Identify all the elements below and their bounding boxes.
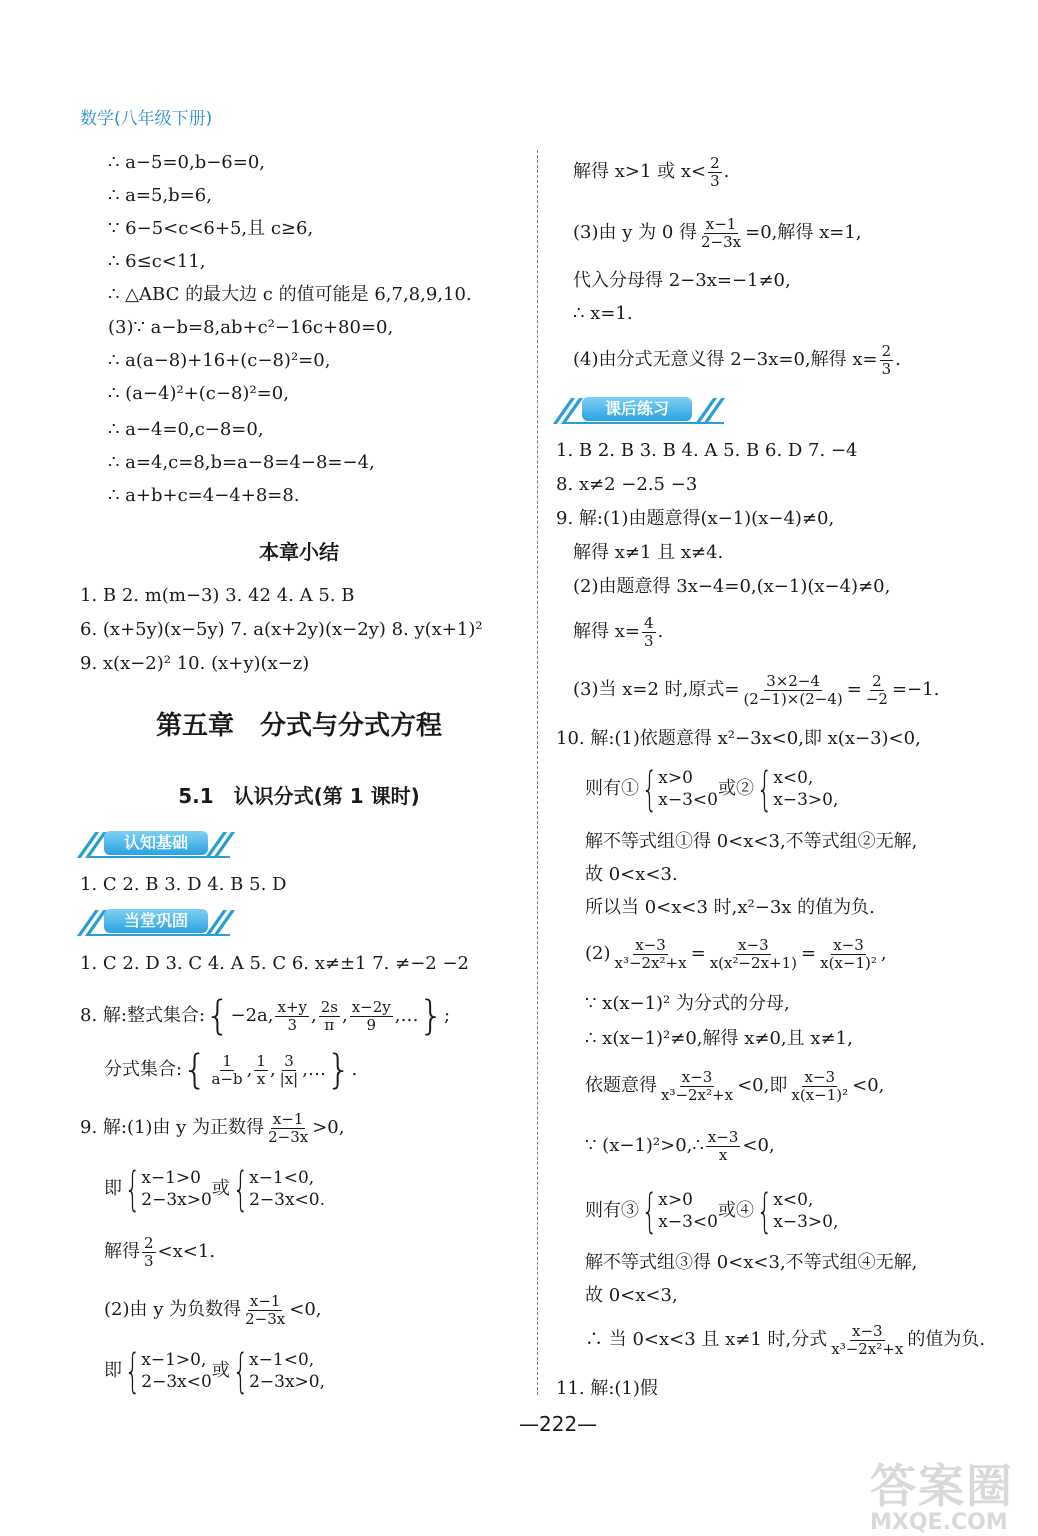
text-line: (3)∵ a−b=8,ab+c²−16c+80=0, [108, 317, 394, 338]
text-line: ∴ x=1. [573, 303, 633, 324]
text-line: ∴ 当 0<x<3 且 x≠1 时,分式 $\frac{x-3}{\text{x³−2x²+x}}$ 的值为负. [585, 1321, 986, 1358]
fraction: $\frac{x-1}{2-3x}$ [268, 1109, 309, 1146]
text-line: ∴ (a−4)²+(c−8)²=0, [108, 383, 289, 404]
fraction: $\frac{x-2y}{9}$ [351, 997, 391, 1034]
answer-line: 1. B 2. B 3. B 4. A 5. B 6. D 7. −4 [556, 440, 858, 461]
q9-part2-system [104, 1346, 325, 1396]
text-line: ∴ 6≤c<11, [108, 251, 206, 272]
inequality-system: { x−1<0, 2−3x>0, [232, 1344, 326, 1398]
fraction: $\frac{3}{|x|}$ [279, 1051, 299, 1088]
text-line: 故 0<x<3, [585, 1285, 678, 1306]
q9-part2 [104, 1290, 322, 1330]
inequality-system: { x>0 x−3<0 [641, 762, 718, 816]
text-line: ∴ a+b+c=4−4+8=8. [108, 485, 300, 506]
inequality-system: { x<0, x−3>0, [756, 1184, 839, 1238]
q8-integer-set: 8. 解:整式集合:{−2a, $\frac{x+y}{3}$ , $\frac{2s}{\pi}$ , $\frac{x-2y}{9}$ ,…}; [80, 993, 451, 1039]
text-line: ∴ a(a−8)+16+(c−8)²=0, [108, 350, 331, 371]
fraction: $\frac{x-3}{\text{x³−2x²+x}}$ [831, 1321, 904, 1358]
text: 解得 [104, 1241, 140, 1262]
text: 或 [211, 1360, 230, 1381]
text-line: ∴ a−4=0,c−8=0, [108, 419, 264, 440]
fraction: $\frac{x-3}{\text{x³−2x²+x}}$ [614, 935, 687, 972]
fraction: $\frac{x+y}{3}$ [277, 997, 307, 1034]
text-line: 解得 x≠1 且 x≠4. [573, 542, 724, 563]
text-line: (2)由题意得 3x−4=0,(x−1)(x−4)≠0, [573, 576, 891, 597]
answer-line: 1. C 2. D 3. C 4. A 5. C 6. x≠±1 7. ≠−2 −2 [80, 953, 469, 974]
text-line: 解得 x= $\frac{4}{3}$ . [573, 613, 664, 650]
text: ; [443, 1005, 451, 1026]
brace-close: } [325, 1047, 352, 1093]
text: 9. 解:(1)由 y 为正数得 [80, 1117, 265, 1138]
text-line: 10. 解:(1)依题意得 x²−3x<0,即 x(x−3)<0, [556, 728, 921, 749]
fraction: $\frac{2}{-2}$ [865, 671, 888, 708]
q9-system [104, 1164, 325, 1214]
badge-label: 当堂巩固 [104, 909, 208, 933]
fraction: $\frac{2}{3}$ [881, 341, 892, 378]
inequality-system: { x>0 x−3<0 [641, 1184, 718, 1238]
text: <0, [289, 1299, 322, 1320]
fraction: $\frac{1}{x}$ [256, 1051, 266, 1088]
section-badge [80, 830, 230, 858]
inequality-system: { x<0, x−3>0, [756, 762, 839, 816]
text: 8. 解:整式集合: [80, 1005, 206, 1026]
section-badge [80, 908, 230, 936]
text-line: (3)由 y 为 0 得 $\frac{x-1}{2-3x}$ =0,解得 x=1, [573, 214, 862, 251]
fraction: $\frac{2s}{\pi}$ [320, 997, 338, 1034]
badge-label: 课后练习 [582, 397, 692, 421]
fraction: $\frac{x-1}{2-3x}$ [245, 1291, 286, 1328]
fraction: $\frac{2}{3}$ [144, 1233, 154, 1270]
watermark-logo: 答案圈 MXQE.COM [870, 1459, 1014, 1535]
text-line: ∵ 6−5<c<6+5,且 c≥6, [108, 218, 314, 239]
text-line: 解得 x>1 或 x< $\frac{2}{3}$ . [573, 153, 730, 190]
inequality-line: 则有① { x>0 x−3<0 或② { x<0, x−3>0, [585, 762, 839, 816]
text: 即 [104, 1178, 122, 1199]
text-line: 依题意得 $\frac{x-3}{\text{x³−2x²+x}}$ <0,即 $\frac{x-3}{\text{x(x−1)²}}$ <0, [585, 1067, 885, 1104]
fraction: $\frac{1}{a-b}$ [211, 1051, 243, 1088]
section-title: 5.1 认识分式(第 1 课时) [178, 784, 420, 808]
text-line: 所以当 0<x<3 时,x²−3x 的值为负. [585, 897, 875, 918]
text: <x<1. [157, 1241, 216, 1262]
page-number: —222— [519, 1412, 598, 1436]
text-line: ∴ a−5=0,b−6=0, [108, 152, 266, 173]
text: −2a, [230, 1005, 274, 1026]
fraction: $\frac{x-3}{x}$ [707, 1127, 739, 1164]
fraction: $\frac{2}{3}$ [710, 153, 720, 190]
text: 即 [104, 1360, 122, 1381]
text: ,… [302, 1059, 326, 1080]
text-line: (4)由分式无意义得 2−3x=0,解得 x= $\frac{2}{3}$ . [573, 341, 901, 378]
fraction: $\frac{x-3}{\text{x(x−1)²}}$ [791, 1067, 849, 1104]
answer-line: 8. x≠2 −2.5 −3 [556, 474, 698, 495]
text-line: ∴ a=5,b=6, [108, 185, 212, 206]
text-line: (3)当 x=2 时,原式= $\frac{3\times 2-4}{(2-1)\times(2-4)}$ = $\frac{2}{-2}$ =−1. [573, 671, 940, 708]
text: ,… [394, 1005, 419, 1026]
chapter-title: 第五章 分式与分式方程 [155, 711, 443, 741]
text-line: 代入分母得 2−3x=−1≠0, [573, 270, 791, 291]
section-badge [556, 396, 724, 424]
inequality-line: 则有③ { x>0 x−3<0 或④ { x<0, x−3>0, [585, 1184, 839, 1238]
fraction: $\frac{3\times 2-4}{(2-1)\times(2-4)}$ [743, 671, 843, 708]
text: 或 [211, 1178, 230, 1199]
fraction: $\frac{x-3}{\text{x(x²−2x+1)}}$ [709, 935, 798, 972]
fraction: $\frac{x-1}{2-3x}$ [701, 214, 742, 251]
text-line: 解不等式组①得 0<x<3,不等式组②无解, [585, 831, 918, 852]
text-line: 解不等式组③得 0<x<3,不等式组④无解, [585, 1252, 918, 1273]
text-line: ∴ △ABC 的最大边 c 的值可能是 6,7,8,9,10. [108, 284, 472, 305]
text-line: (2) $\frac{x-3}{\text{x³−2x²+x}}$ = $\frac{x-3}{\text{x(x²−2x+1)}}$ = $\frac{x-3}{\text{x(x−1)²}}$ , [585, 935, 887, 972]
text-line: ∵ x(x−1)² 为分式的分母, [585, 993, 790, 1014]
text: . [351, 1059, 358, 1080]
summary-title: 本章小结 [259, 540, 339, 564]
text-line: ∴ a=4,c=8,b=a−8=4−8=−4, [108, 452, 375, 473]
badge-label: 认知基础 [104, 831, 208, 855]
text: (2)由 y 为负数得 [104, 1299, 242, 1320]
answer-line: 6. (x+5y)(x−5y) 7. a(x+2y)(x−2y) 8. y(x+1)² [80, 619, 483, 640]
header-subject: 数学(八年级下册) [80, 109, 213, 129]
brace-close: } [418, 993, 444, 1039]
q9-line [80, 1108, 344, 1148]
answer-line: 1. C 2. B 3. D 4. B 5. D [80, 874, 287, 895]
text-line: ∵ (x−1)²>0,∴ $\frac{x-3}{x}$ <0, [585, 1127, 775, 1164]
q8-fraction-set: 分式集合:{ $\frac{1}{a-b}$ , $\frac{1}{x}$ , $\frac{3}{|x|}$ ,…}. [104, 1047, 358, 1093]
inequality-system: { x−1>0, 2−3x<0 [124, 1344, 212, 1398]
column-divider [537, 150, 538, 1395]
brace-open: { [205, 993, 231, 1039]
answer-line: 9. x(x−2)² 10. (x+y)(x−z) [80, 653, 310, 674]
fraction: $\frac{x-3}{\text{x³−2x²+x}}$ [661, 1067, 734, 1104]
text: 分式集合: [104, 1059, 183, 1080]
brace-open: { [182, 1047, 208, 1093]
text: >0, [312, 1117, 345, 1138]
answer-line: 1. B 2. m(m−3) 3. 42 4. A 5. B [80, 585, 355, 606]
text-line: 11. 解:(1)假 [556, 1378, 658, 1399]
text-line: ∴ x(x−1)²≠0,解得 x≠0,且 x≠1, [585, 1028, 853, 1049]
fraction: $\frac{x-3}{\text{x(x−1)²}}$ [820, 935, 877, 972]
q9-solution [104, 1232, 215, 1272]
text-line: 故 0<x<3. [585, 864, 678, 885]
inequality-system: { x−1<0, 2−3x<0. [232, 1162, 326, 1216]
inequality-system: { x−1>0 2−3x>0 [124, 1162, 212, 1216]
fraction: $\frac{4}{3}$ [643, 613, 654, 650]
text-line: 9. 解:(1)由题意得(x−1)(x−4)≠0, [556, 508, 835, 529]
